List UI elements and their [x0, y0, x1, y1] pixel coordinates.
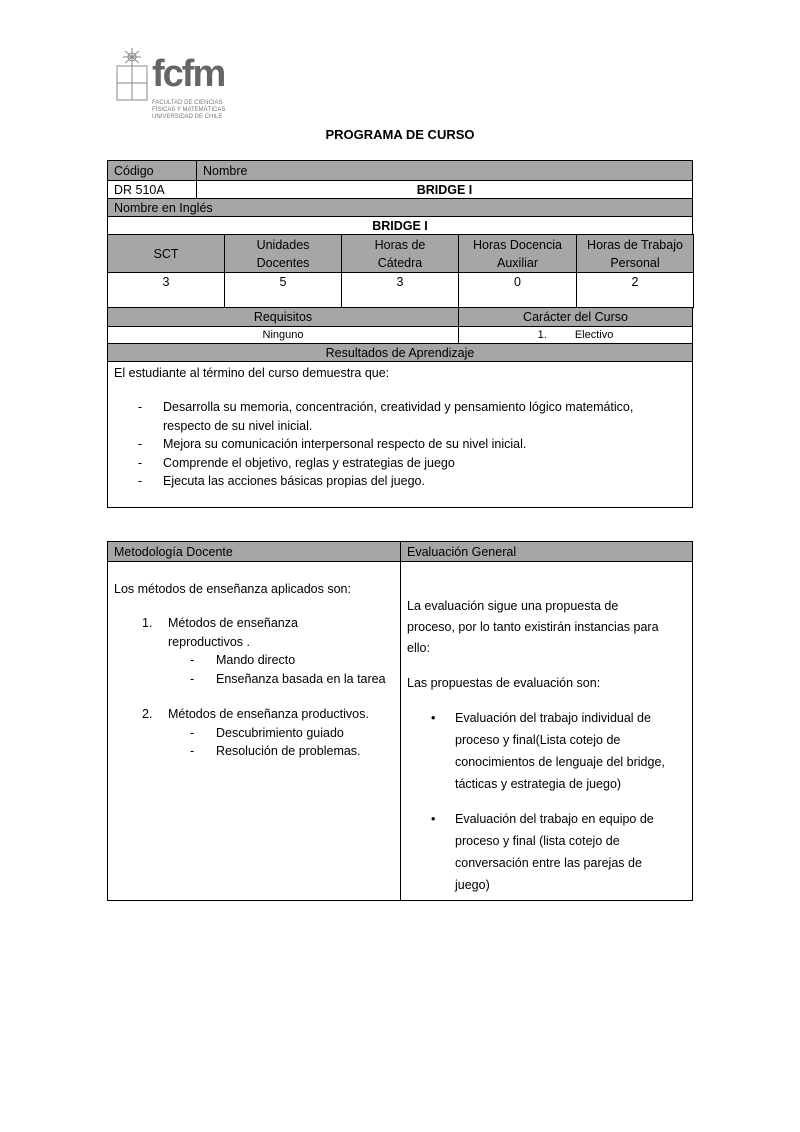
- column-header-line: Cátedra: [377, 255, 423, 270]
- metodologia-intro: Los métodos de enseñanza aplicados son:: [114, 582, 351, 596]
- column-value: 2: [576, 272, 694, 308]
- evaluacion-item: tácticas y estrategia de juego): [455, 777, 622, 791]
- method-item: Métodos de enseñanza: [168, 616, 298, 630]
- evaluacion-item: Evaluación del trabajo en equipo de: [455, 812, 654, 826]
- resultado-item: Desarrolla su memoria, concentración, creatividad y pensamiento lógico matemático,: [163, 400, 634, 414]
- codigo-label: Código: [107, 160, 197, 181]
- evaluacion-intro: ello:: [407, 641, 430, 655]
- requisitos-value: Ninguno: [107, 326, 459, 344]
- caracter-text: Electivo: [574, 329, 614, 341]
- resultado-item: respecto de su nivel inicial.: [163, 418, 313, 433]
- evaluacion-item: conocimientos de lenguaje del bridge,: [455, 755, 665, 769]
- column-header-line: Auxiliar: [497, 255, 538, 270]
- column-header-line: Unidades: [256, 237, 310, 252]
- codigo-value: DR 510A: [107, 180, 197, 199]
- evaluacion-item: proceso y final(Lista cotejo de: [455, 733, 621, 747]
- bullet-icon: •: [431, 812, 436, 826]
- method-subitem: Mando directo: [216, 653, 296, 667]
- resultados-body: [107, 361, 693, 508]
- column-value: 0: [458, 272, 577, 308]
- caracter-number: 1.: [537, 329, 547, 341]
- evaluacion-intro: La evaluación sigue una propuesta de: [407, 599, 619, 613]
- bullet-dash: -: [138, 437, 143, 451]
- page-title: PROGRAMA DE CURSO: [325, 127, 475, 142]
- list-number: 1.: [142, 616, 153, 630]
- method-subitem: Descubrimiento guiado: [216, 725, 344, 740]
- metodologia-label: Metodología Docente: [107, 541, 401, 562]
- evaluacion-intro2: Las propuestas de evaluación son:: [407, 676, 601, 690]
- bullet-dash: -: [138, 455, 143, 470]
- bullet-dash: -: [138, 474, 143, 488]
- logo-subtitle: FÍSICAS Y MATEMÁTICAS: [152, 107, 226, 113]
- method-item: Métodos de enseñanza productivos.: [168, 707, 369, 721]
- column-header: [576, 234, 694, 273]
- logo-subtitle: FACULTAD DE CIENCIAS: [152, 100, 223, 106]
- evaluacion-label: Evaluación General: [400, 541, 693, 562]
- crest-icon: [114, 48, 150, 103]
- nombre-value: BRIDGE I: [196, 180, 693, 199]
- resultado-item: Comprende el objetivo, reglas y estrategias de juego: [163, 455, 455, 470]
- evaluacion-item: juego): [455, 878, 490, 892]
- column-value: 5: [224, 272, 342, 308]
- evaluacion-item: Evaluación del trabajo individual de: [455, 711, 651, 725]
- evaluacion-item: conversación entre las parejas de: [455, 856, 642, 870]
- requisitos-label: Requisitos: [107, 307, 459, 327]
- resultados-label: Resultados de Aprendizaje: [107, 343, 693, 362]
- column-header: [458, 234, 577, 273]
- caracter-label: Carácter del Curso: [458, 307, 693, 327]
- column-header-line: Horas Docencia: [473, 237, 562, 252]
- column-header: [107, 234, 225, 273]
- column-header-line: SCT: [153, 246, 179, 261]
- bullet-dash: -: [190, 671, 195, 686]
- nombre-label: Nombre: [196, 160, 693, 181]
- bullet-dash: -: [190, 744, 195, 758]
- metodologia-body: [107, 561, 401, 901]
- bullet-icon: •: [431, 711, 436, 725]
- caracter-value: [458, 326, 693, 344]
- bullet-dash: -: [138, 400, 143, 414]
- evaluacion-body: [400, 561, 693, 901]
- column-header: [224, 234, 342, 273]
- nombre-ingles-value: BRIDGE I: [107, 216, 693, 235]
- bullet-dash: -: [190, 653, 195, 667]
- bullet-dash: -: [190, 725, 195, 740]
- logo-subtitle: UNIVERSIDAD DE CHILE: [152, 114, 223, 120]
- evaluacion-item: proceso y final (lista cotejo de: [455, 834, 620, 848]
- method-subitem: Enseñanza basada en la tarea: [216, 671, 386, 686]
- resultado-item: Mejora su comunicación interpersonal respecto de su nivel inicial.: [163, 437, 527, 451]
- evaluacion-intro: proceso, por lo tanto existirán instancias para: [407, 620, 659, 634]
- list-number: 2.: [142, 707, 153, 721]
- resultados-intro: El estudiante al término del curso demuestra que:: [114, 366, 390, 380]
- column-value: 3: [341, 272, 459, 308]
- column-header-line: Horas de: [374, 237, 426, 252]
- column-header: [341, 234, 459, 273]
- column-header-line: Personal: [610, 255, 660, 270]
- university-logo: [112, 48, 242, 130]
- nombre-ingles-label: Nombre en Inglés: [107, 198, 693, 217]
- logo-text: fcfm: [152, 53, 225, 95]
- column-header-line: Horas de Trabajo: [587, 237, 683, 252]
- method-subitem: Resolución de problemas.: [216, 744, 361, 758]
- column-header-line: Docentes: [256, 255, 310, 270]
- method-item: reproductivos .: [168, 634, 250, 649]
- resultado-item: Ejecuta las acciones básicas propias del juego.: [163, 474, 425, 488]
- column-value: 3: [107, 272, 225, 308]
